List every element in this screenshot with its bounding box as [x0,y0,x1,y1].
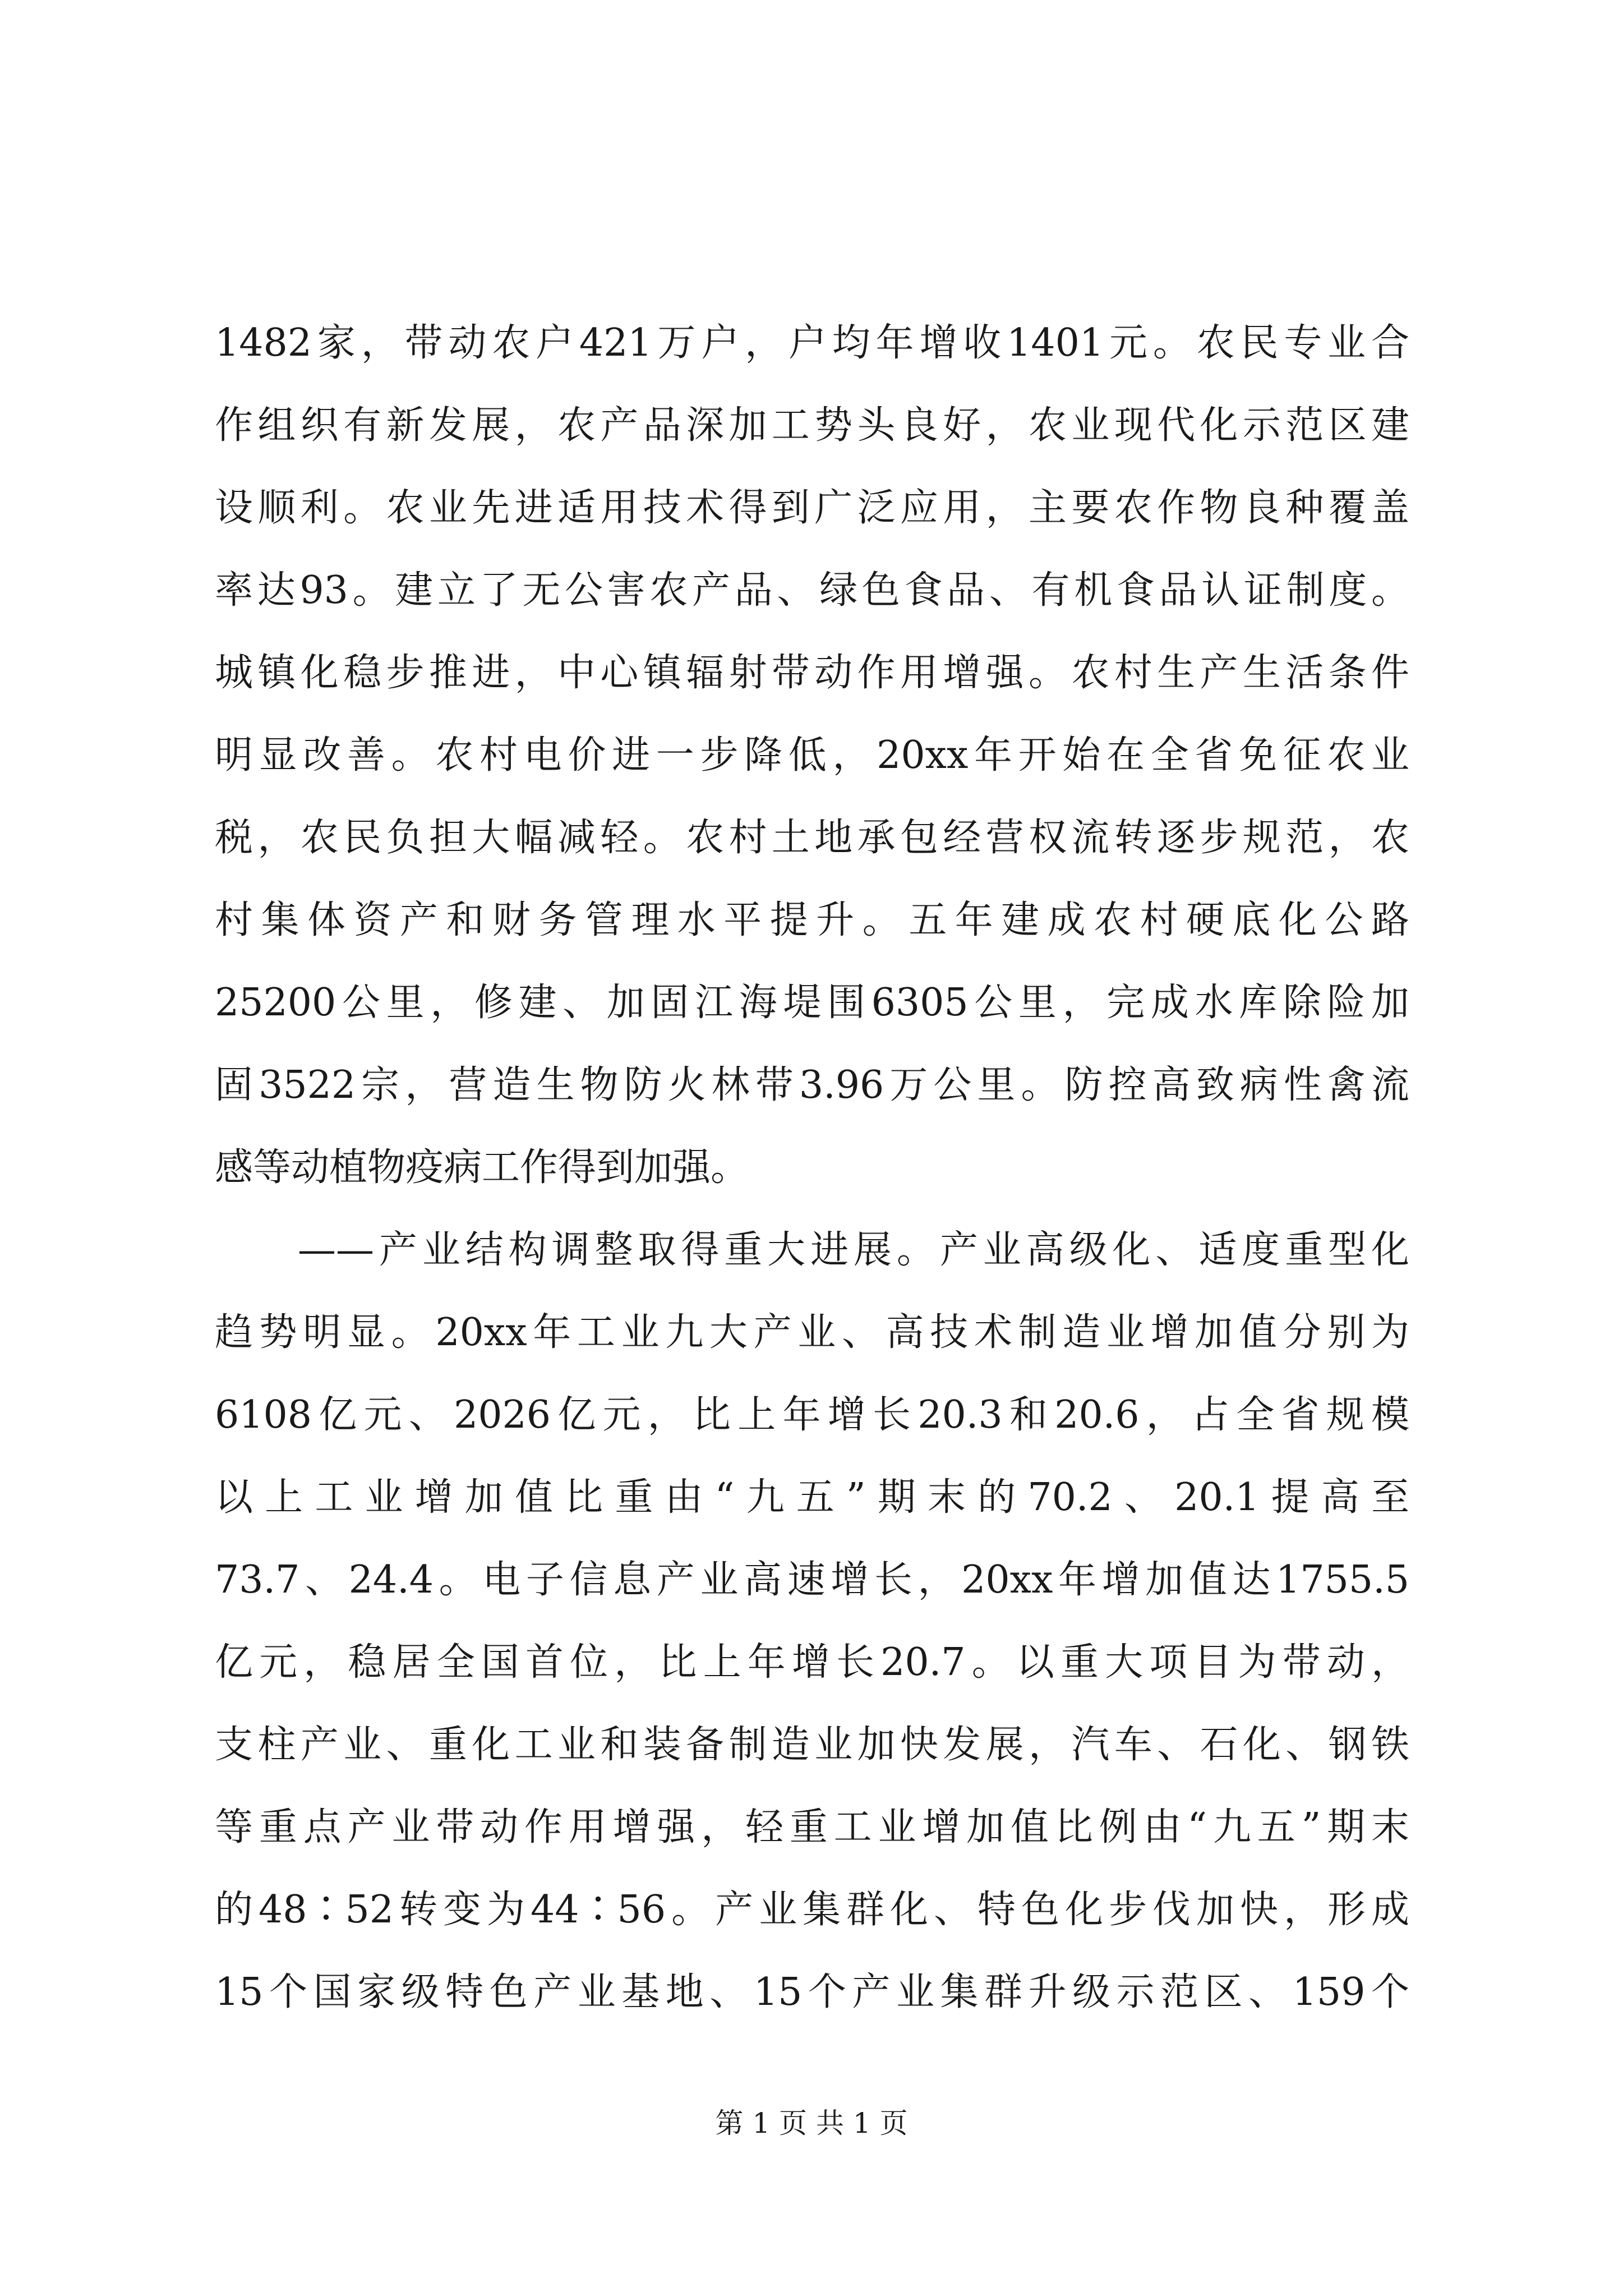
text-line: 亿元，稳居全国首位，比上年增长20.7。以重大项目为带动， [215,1640,1409,1685]
text-line: 6108亿元、2026亿元，比上年增长20.3和20.6，占全省规模 [215,1393,1409,1437]
text-line: 趋势明显。20xx年工业九大产业、高技术制造业增加值分别为 [215,1310,1409,1355]
document-body [215,302,1409,2033]
text-line: 率达93。建立了无公害农产品、绿色食品、有机食品认证制度。 [215,568,1409,613]
text-line: 1482家，带动农户421万户，户均年增收1401元。农民专业合 [215,321,1409,365]
text-line: 25200公里，修建、加固江海堤围6305公里，完成水库除险加 [215,981,1409,1025]
text-line: 城镇化稳步推进，中心镇辐射带动作用增强。农村生产生活条件 [215,651,1409,695]
text-line: 税，农民负担大幅减轻。农村土地承包经营权流转逐步规范，农 [215,816,1409,860]
text-line: 等重点产业带动作用增强，轻重工业增加值比例由“九五”期末 [215,1805,1409,1849]
text-line: 作组织有新发展，农产品深加工势头良好，农业现代化示范区建 [215,403,1409,448]
text-line: 村集体资产和财务管理水平提升。五年建成农村硬底化公路 [215,898,1409,942]
text-line: 明显改善。农村电价进一步降低，20xx年开始在全省免征农业 [215,733,1409,777]
text-line: 73.7、24.4。电子信息产业高速增长，20xx年增加值达1755.5 [215,1558,1409,1602]
paragraph-first-line: ——产业结构调整取得重大进展。产业高级化、适度重型化 [298,1228,1409,1272]
text-line: 以上工业增加值比重由“九五”期末的70.2、20.1提高至 [215,1475,1409,1520]
text-line: 支柱产业、重化工业和装备制造业加快发展，汽车、石化、钢铁 [215,1723,1409,1767]
text-line: 15个国家级特色产业基地、15个产业集群升级示范区、159个 [215,1970,1409,2014]
page-footer: 第 1 页 共 1 页 [715,2107,908,2139]
text-line: 的48∶52转变为44∶56。产业集群化、特色化步伐加快，形成 [215,1888,1409,1932]
text-line: 设顺利。农业先进适用技术得到广泛应用，主要农作物良种覆盖 [215,486,1409,530]
paragraph-end-line: 感等动植物疫病工作得到加强。 [215,1145,749,1190]
text-line: 固3522宗，营造生物防火林带3.96万公里。防控高致病性禽流 [215,1063,1409,1107]
